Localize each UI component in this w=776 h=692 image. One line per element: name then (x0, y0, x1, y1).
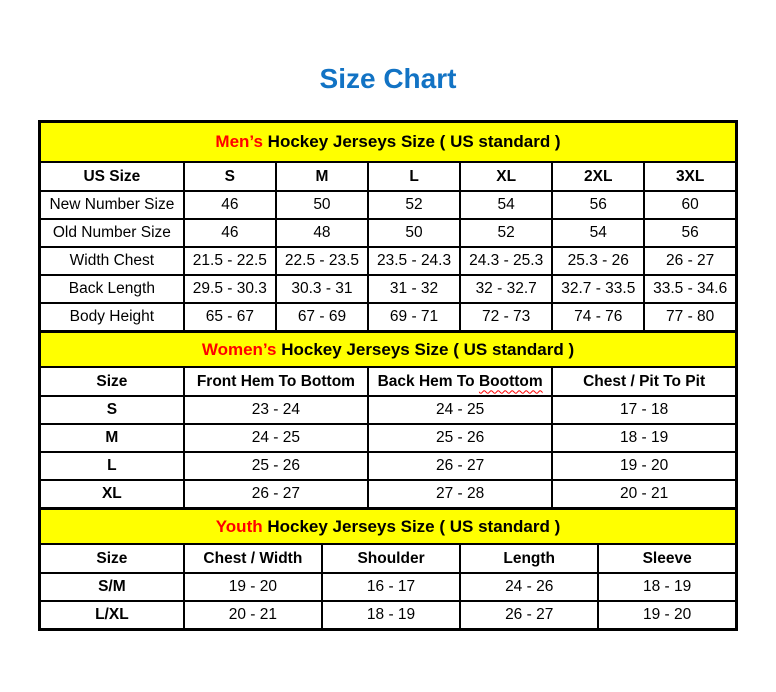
cell-value: 69 - 71 (368, 303, 460, 332)
youth-section-banner: Youth Hockey Jerseys Size ( US standard ) (40, 509, 737, 545)
row-label: S/M (40, 573, 184, 601)
column-header: Front Hem To Bottom (184, 367, 368, 396)
column-header: US Size (40, 162, 184, 191)
cell-value: 50 (276, 191, 368, 219)
column-header: L (368, 162, 460, 191)
row-label: M (40, 424, 184, 452)
cell-value: 20 - 21 (552, 480, 736, 509)
cell-value: 25.3 - 26 (552, 247, 644, 275)
cell-value: 46 (184, 219, 276, 247)
column-header: Chest / Width (184, 544, 322, 573)
cell-value: 33.5 - 34.6 (644, 275, 736, 303)
cell-value: 30.3 - 31 (276, 275, 368, 303)
table-row (40, 396, 737, 424)
cell-value: 56 (552, 191, 644, 219)
cell-value: 52 (460, 219, 552, 247)
cell-value: 18 - 19 (598, 573, 736, 601)
banner-highlight-text: Youth (215, 516, 263, 536)
cell-value: 74 - 76 (552, 303, 644, 332)
cell-value: 21.5 - 22.5 (184, 247, 276, 275)
table-row (40, 480, 737, 509)
cell-value: 16 - 17 (322, 573, 460, 601)
row-label: L/XL (40, 601, 184, 630)
cell-value: 54 (460, 191, 552, 219)
mens-section-banner: Men’s Hockey Jerseys Size ( US standard ) (40, 122, 737, 163)
table-row (40, 601, 737, 630)
column-header: Shoulder (322, 544, 460, 573)
section-banner-row (40, 332, 737, 368)
cell-value: 56 (644, 219, 736, 247)
cell-value: 19 - 20 (184, 573, 322, 601)
cell-value: 19 - 20 (552, 452, 736, 480)
cell-value: 23.5 - 24.3 (368, 247, 460, 275)
table-row (40, 219, 737, 247)
size-tables (38, 120, 738, 631)
cell-value: 23 - 24 (184, 396, 368, 424)
cell-value: 26 - 27 (460, 601, 598, 630)
cell-value: 24 - 26 (460, 573, 598, 601)
table-row (40, 275, 737, 303)
cell-value: 18 - 19 (552, 424, 736, 452)
cell-value: 48 (276, 219, 368, 247)
table-row (40, 247, 737, 275)
table-row (40, 424, 737, 452)
row-label: Old Number Size (40, 219, 184, 247)
row-label: New Number Size (40, 191, 184, 219)
column-header: XL (460, 162, 552, 191)
cell-value: 50 (368, 219, 460, 247)
cell-value: 18 - 19 (322, 601, 460, 630)
cell-value: 27 - 28 (368, 480, 552, 509)
row-label: Width Chest (40, 247, 184, 275)
column-header: Size (40, 367, 184, 396)
cell-value: 60 (644, 191, 736, 219)
cell-value: 24.3 - 25.3 (460, 247, 552, 275)
womens-size-table (38, 330, 738, 510)
womens-section-banner: Women’s Hockey Jerseys Size ( US standard ) (40, 332, 737, 368)
table-row (40, 303, 737, 332)
cell-value: 65 - 67 (184, 303, 276, 332)
column-header: Sleeve (598, 544, 736, 573)
cell-value: 32.7 - 33.5 (552, 275, 644, 303)
cell-value: 19 - 20 (598, 601, 736, 630)
cell-value: 29.5 - 30.3 (184, 275, 276, 303)
row-label: Back Length (40, 275, 184, 303)
mens-size-table (38, 120, 738, 333)
header-row (40, 544, 737, 573)
cell-value: 26 - 27 (184, 480, 368, 509)
page-title: Size Chart (319, 63, 457, 94)
column-header: Length (460, 544, 598, 573)
cell-value: 17 - 18 (552, 396, 736, 424)
cell-value: 22.5 - 23.5 (276, 247, 368, 275)
column-header: 3XL (644, 162, 736, 191)
column-header: Chest / Pit To Pit (552, 367, 736, 396)
table-row (40, 573, 737, 601)
youth-size-table (38, 507, 738, 631)
row-label: L (40, 452, 184, 480)
row-label: XL (40, 480, 184, 509)
column-header: Size (40, 544, 184, 573)
cell-value: 25 - 26 (184, 452, 368, 480)
cell-value: 54 (552, 219, 644, 247)
table-row (40, 452, 737, 480)
column-header: Back Hem To Boottom (368, 367, 552, 396)
cell-value: 25 - 26 (368, 424, 552, 452)
cell-value: 31 - 32 (368, 275, 460, 303)
banner-highlight-text: Men’s (215, 132, 263, 151)
column-header: 2XL (552, 162, 644, 191)
cell-value: 24 - 25 (368, 396, 552, 424)
cell-value: 52 (368, 191, 460, 219)
column-header: M (276, 162, 368, 191)
misspelled-word: Boottom (478, 372, 543, 390)
section-banner-row (40, 122, 737, 163)
banner-highlight-text: Women’s (201, 339, 277, 359)
cell-value: 46 (184, 191, 276, 219)
row-label: Body Height (40, 303, 184, 332)
header-row (40, 162, 737, 191)
cell-value: 26 - 27 (368, 452, 552, 480)
cell-value: 77 - 80 (644, 303, 736, 332)
cell-value: 72 - 73 (460, 303, 552, 332)
column-header: S (184, 162, 276, 191)
row-label: S (40, 396, 184, 424)
section-banner-row (40, 509, 737, 545)
cell-value: 20 - 21 (184, 601, 322, 630)
header-row (40, 367, 737, 396)
cell-value: 32 - 32.7 (460, 275, 552, 303)
cell-value: 67 - 69 (276, 303, 368, 332)
cell-value: 26 - 27 (644, 247, 736, 275)
cell-value: 24 - 25 (184, 424, 368, 452)
table-row (40, 191, 737, 219)
